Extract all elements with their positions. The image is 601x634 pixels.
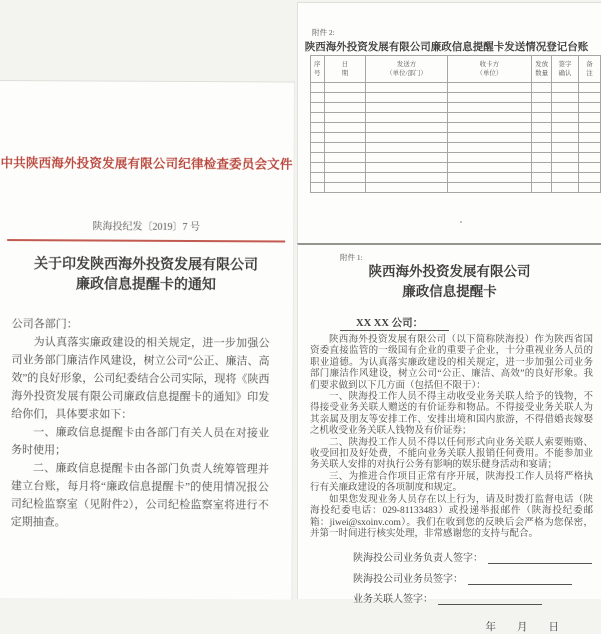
notice-body <box>11 315 270 532</box>
ledger-cell <box>366 133 447 143</box>
ledger-cell <box>578 163 600 173</box>
ledger-cell <box>447 123 531 133</box>
ledger-cell <box>366 143 447 153</box>
ledger-cell <box>447 103 531 113</box>
ledger-cell <box>447 143 531 153</box>
ledger-cell <box>324 93 366 103</box>
ledger-cell <box>324 123 366 133</box>
ledger-column-header: 日 期 <box>324 56 366 83</box>
ledger-cell <box>578 133 600 143</box>
ledger-cell <box>366 173 447 183</box>
ledger-cell <box>532 143 552 153</box>
ledger-cell <box>324 103 366 113</box>
signature-row-manager <box>353 549 601 564</box>
ledger-cell <box>532 93 552 103</box>
ledger-cell <box>532 163 552 173</box>
ledger-cell <box>311 103 325 113</box>
ledger-cell <box>324 113 366 123</box>
notice-title <box>0 255 293 297</box>
signature-label-manager: 陕海投公司业务负责人签字： <box>353 553 483 565</box>
ledger-empty-row <box>311 103 601 113</box>
ledger-cell <box>366 103 447 113</box>
ledger-column-header: 收卡方 （单位） <box>447 56 531 83</box>
ledger-cell <box>311 173 325 183</box>
ledger-cell <box>578 123 600 133</box>
ledger-cell <box>578 93 600 103</box>
ledger-cell <box>578 143 600 153</box>
ledger-cell <box>311 113 325 123</box>
ledger-cell <box>311 183 325 193</box>
notice-item-1: 一、廉政信息提醒卡由各部门有关人员在对接业务时使用； <box>11 426 270 457</box>
ledger-cell <box>532 113 552 123</box>
card-title <box>298 262 601 302</box>
ledger-cell <box>578 83 600 93</box>
notice-title-line1: 关于印发陕西海外投资发展有限公司 <box>33 257 259 274</box>
ledger-cell <box>552 133 579 143</box>
card-title-line2: 廉政信息提醒卡 <box>402 284 497 299</box>
ledger-cell <box>324 183 366 193</box>
ledger-cell <box>578 183 600 193</box>
signature-label-salesperson: 陕海投公司业务员签字： <box>353 573 463 585</box>
date-line: 年 月 日 <box>485 622 559 634</box>
attachment-2-label: 附件 2: <box>312 28 335 37</box>
card-item-3: 三、为推进合作项目正常有序开展，陕海投工作人员将严格执行有关廉政建设的各项制度和规定。 <box>310 471 593 494</box>
ledger-cell <box>324 83 366 93</box>
ledger-cell <box>578 173 600 183</box>
ledger-cell <box>532 103 552 113</box>
ledger-column-header: 发送方 （单位/部门） <box>366 56 447 83</box>
ledger-cell <box>552 93 579 103</box>
ledger-cell <box>532 173 552 183</box>
notice-title-line2: 廉政信息提醒卡的通知 <box>75 277 216 294</box>
ledger-empty-row <box>311 173 601 183</box>
card-title-line1: 陕西海外投资发展有限公司 <box>368 264 531 279</box>
ledger-cell <box>532 133 552 143</box>
ledger-cell <box>578 153 600 163</box>
ledger-cell <box>324 143 366 153</box>
ledger-cell <box>447 133 531 143</box>
committee-red-header: 中共陕西海外投资发展有限公司纪律检查委员会文件 <box>0 156 293 172</box>
ledger-cell <box>447 93 531 103</box>
ledger-cell <box>366 123 447 133</box>
ledger-cell <box>578 113 600 123</box>
ledger-cell <box>532 123 552 133</box>
ledger-column-header: 备 注 <box>578 56 600 83</box>
card-salutation <box>340 315 601 330</box>
notice-salutation: 公司各部门： <box>11 318 78 331</box>
signature-row-partner <box>353 590 601 605</box>
ledger-cell <box>532 153 552 163</box>
ledger-column-header: 签字 确认 <box>552 56 579 83</box>
ledger-cell <box>324 163 366 173</box>
ledger-column-header: 序 号 <box>311 56 325 83</box>
signature-row-salesperson <box>353 570 601 585</box>
ledger-cell <box>311 143 325 153</box>
ledger-empty-row <box>311 143 601 153</box>
ledger-cell <box>552 183 579 193</box>
card-item-1: 一、陕海投工作人员不得主动收受业务关联人给予的钱物，不得接受业务关联人赠送的有价证券和物品。不得接受业务关联人为其亲属及朋友等安排工作、安排出境和国内旅游，不得借婚丧嫁娶之机收受业务关联人钱物及有价证券； <box>310 392 593 437</box>
card-paragraph-contact: 如果您发现业务人员存在以上行为，请及时拨打监督电话（陕海投纪委电话：029-81133483）或投递举报邮件（陕海投纪委邮箱：jiwei@sxoinv.com）。我们在收到您的反映后会严格为您保密，并第一时间进行核实处理，非常感谢您的支持与配合。 <box>310 494 593 539</box>
ledger-cell <box>311 83 325 93</box>
signature-blank-line <box>468 574 572 585</box>
ledger-empty-row <box>311 113 601 123</box>
ledger-cell <box>324 153 366 163</box>
notice-paragraph: 为认真落实廉政建设的相关规定，进一步加强公司业务部门廉洁作风建设，树立公司“公正、廉洁、高效”的良好形象，公司纪委结合公司实际，现将《陕西海外投资发展有限公司廉政信息提醒卡的通知》印发给你们，具体要求如下： <box>11 336 270 421</box>
card-paragraph-intro: 陕西海外投资发展有限公司（以下简称陕海投）作为陕西省国资委直接监管的一级国有企业的重要子企业，十分重视业务人员的职业道德。为认真落实廉政建设的相关规定，进一步加强公司业务部门廉洁作风建设，树立公司“公正、廉洁、高效”的良好形象。我们要求做到以下几方面（包括但不限于）： <box>310 335 593 391</box>
reminder-card-page <box>297 243 601 634</box>
ledger-cell <box>552 173 579 183</box>
ledger-cell <box>447 153 531 163</box>
ledger-cell <box>311 123 325 133</box>
ledger-cell <box>578 103 600 113</box>
ledger-title: 陕西海外投资发展有限公司廉政信息提醒卡发送情况登记台账 <box>304 42 589 53</box>
ledger-cell <box>366 163 447 173</box>
notice-document-page <box>0 80 295 600</box>
card-item-2: 二、陕海投工作人员不得以任何形式向业务关联人索要贿赂、收受回扣及好处费，不能向业务关联人报销任何费用。不能参加业务关联人安排的对执行公务有影响的娱乐健身活动和宴请； <box>310 437 593 471</box>
ledger-empty-row <box>311 123 601 133</box>
ledger-cell <box>552 153 579 163</box>
ledger-cell <box>324 173 366 183</box>
scan-speck <box>460 221 462 223</box>
notice-item-2: 二、廉政信息提醒卡由各部门负责人统筹管理并建立台账，每月将“廉政信息提醒卡”的使用情况报公司纪检监察室（见附件2），公司纪检监察室将进行不定期抽查。 <box>10 462 269 529</box>
signature-blank-line <box>488 553 592 564</box>
card-body <box>310 335 593 540</box>
ledger-cell <box>311 163 325 173</box>
document-number: 陕海投纪发〔2019〕7 号 <box>92 221 201 234</box>
ledger-document-page <box>297 2 601 244</box>
ledger-header-row <box>311 56 601 83</box>
ledger-cell <box>366 83 447 93</box>
ledger-cell <box>366 183 447 193</box>
ledger-cell <box>366 153 447 163</box>
ledger-cell <box>552 103 579 113</box>
ledger-cell <box>366 93 447 103</box>
ledger-cell <box>447 173 531 183</box>
ledger-cell <box>552 113 579 123</box>
ledger-empty-row <box>311 93 601 103</box>
ledger-cell <box>366 113 447 123</box>
ledger-cell <box>311 93 325 103</box>
ledger-cell <box>532 183 552 193</box>
ledger-cell <box>311 133 325 143</box>
ledger-cell <box>552 143 579 153</box>
signature-blank-line <box>438 594 542 605</box>
signature-label-partner: 业务关联人签字： <box>353 594 433 606</box>
card-salutation-text: XX XX 公司： <box>340 318 449 331</box>
ledger-empty-row <box>311 133 601 143</box>
attachment-1-label: 附件 1: <box>340 253 363 262</box>
ledger-column-header: 发放 数量 <box>532 56 552 83</box>
ledger-empty-row <box>311 183 601 193</box>
ledger-cell <box>447 83 531 93</box>
ledger-cell <box>447 113 531 123</box>
signature-block <box>353 549 601 605</box>
ledger-cell <box>532 83 552 93</box>
ledger-cell <box>447 163 531 173</box>
ledger-cell <box>447 183 531 193</box>
ledger-cell <box>311 153 325 163</box>
ledger-cell <box>552 163 579 173</box>
ledger-table <box>310 55 601 193</box>
ledger-empty-row <box>311 163 601 173</box>
ledger-cell <box>324 133 366 143</box>
red-divider-line <box>7 239 285 242</box>
ledger-cell <box>552 123 579 133</box>
ledger-cell <box>552 83 579 93</box>
ledger-empty-row <box>311 153 601 163</box>
ledger-empty-row <box>311 83 601 93</box>
